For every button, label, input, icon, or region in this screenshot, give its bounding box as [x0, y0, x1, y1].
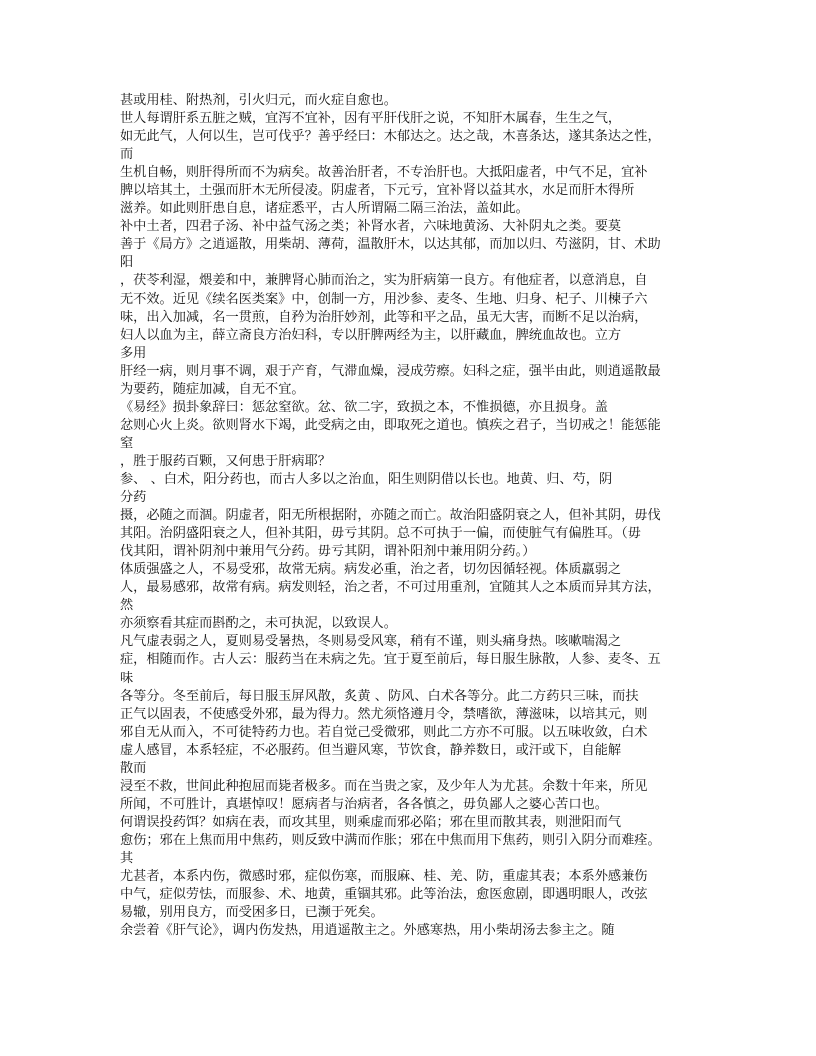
- text-line: 散而: [120, 760, 147, 776]
- text-line: 浸至不救，世间此种抱屈而毙者极多。而在当贵之家，及少年人为尤甚。余数十年来，所见: [120, 778, 648, 794]
- text-line: 味: [120, 670, 134, 686]
- text-line: 伐其阳，谓补阴剂中兼用气分药。毋亏其阴，谓补阳剂中兼用阴分药。）: [120, 544, 536, 560]
- text-line: 为要药，随症加减，自无不宜。: [120, 381, 305, 397]
- text-line: ，茯苓利湿，煨姜和中，兼脾肾心肺而治之，实为肝病第一良方。有他症者，以意消息，自: [120, 273, 648, 289]
- text-line: 人，最易感邪，故常有病。病发则轻，治之者，不可过用重剂，宜随其人之本质而异其方法，: [120, 580, 661, 596]
- text-line: 分药: [120, 490, 147, 506]
- text-line: 各等分。冬至前后，每日服玉屏风散，炙黄 、防风、白术各等分。此二方药只三味，而扶: [120, 688, 639, 704]
- text-line: 尤甚者，本系内伤，微感时邪，症似伤寒，而服麻、桂、羌、防，重虚其表；本系外感兼伤: [120, 869, 648, 885]
- document-page: [120, 92, 710, 940]
- text-line: 滋养。如此则肝患自息，诸症悉平，古人所谓隔二隔三治法，盖如此。: [120, 201, 529, 217]
- text-line: 肝经一病，则月事不调，艰于产育，气滞血燥，浸成劳瘵。妇科之症，强半由此，则逍遥散最: [120, 363, 661, 379]
- text-line: 邪自无从而入，不可徒特药力也。若自觉己受微邪，则此二方亦不可服。以五味收敛，白术: [120, 724, 648, 740]
- text-line: 妇人以血为主，薛立斋良方治妇科，专以肝脾两经为主，以肝藏血，脾统血故也。立方: [120, 327, 622, 343]
- text-line: 愈伤；邪在上焦而用中焦药，则反致中满而作胀；邪在中焦而用下焦药，则引入阴分而难痊。: [120, 832, 661, 848]
- text-line: 所闻，不可胜计，真堪悼叹！愿病者与治病者，各各慎之，毋负鄙人之婆心苦口也。: [120, 796, 608, 812]
- text-line: 《易经》损卦象辞曰：惩忿窒欲。忿、欲二字，致损之本，不惟损德，亦且损身。盖: [120, 399, 608, 415]
- text-line: 其: [120, 850, 134, 866]
- text-line: 甚或用桂、附热剂，引火归元，而火症自愈也。: [120, 93, 397, 108]
- text-line: 味，出入加减，名一贯煎，自矜为治肝妙剂，此等和平之品，虽无大害，而断不足以治病，: [120, 309, 648, 325]
- text-line: 其阳。治阴盛阳衰之人，但补其阳，毋亏其阴。总不可执于一偏，而使脏气有偏胜耳。（毋: [120, 526, 641, 542]
- text-line: 中气，症似劳怯，而服参、术、地黄，重锢其邪。此等治法，愈医愈剧，即遇明眼人，改弦: [120, 887, 648, 903]
- text-line: 脾以培其土，土强而肝木无所侵凌。阴虚者，下元亏，宜补肾以益其水，水足而肝木得所: [120, 183, 635, 199]
- text-line: 然: [120, 598, 134, 614]
- text-line: 世人每谓肝系五脏之贼，宜泻不宜补，因有平肝伐肝之说，不知肝木属春，生生之气，: [120, 111, 622, 127]
- text-line: 虚人感冒，本系轻症，不必服药。但当避风寒，节饮食，静养数日，或汗或下，自能解: [120, 742, 622, 758]
- text-line: 如无此气，人何以生，岂可伐乎？善乎经曰：木郁达之。达之哉，木喜条达，遂其条达之性，: [120, 129, 661, 145]
- text-line: 正气以固表，不使感受外邪，最为得力。然尤须恪遵月令，禁嗜欲，薄滋味，以培其元，则: [120, 706, 648, 722]
- text-line: ，胜于服药百颗，又何患于肝病耶？: [120, 453, 331, 469]
- text-line: 忿则心火上炎。欲则肾水下竭，此受病之由，即取死之道也。慎疾之君子，当切戒之！能惩能: [120, 417, 661, 433]
- text-line: 凡气虚表弱之人，夏则易受暑热，冬则易受风寒，稍有不谨，则头痛身热。咳嗽喘渴之: [120, 634, 622, 650]
- text-line: 多用: [120, 345, 147, 361]
- text-line: 何谓误投药饵？如病在表，而攻其里，则乘虚而邪必陷；邪在里而散其表，则泄阳而气: [120, 814, 622, 830]
- text-line: 而: [120, 147, 134, 163]
- text-line: 无不效。近见《续名医类案》中，创制一方，用沙参、麦冬、生地、归身、杞子、川楝子六: [120, 291, 648, 307]
- text-line: 窒: [120, 435, 134, 451]
- text-line: 亦须察看其症而斟酌之，未可执泥，以致误人。: [120, 616, 397, 632]
- text-line: 摄，必随之而涸。阴虚者，阳无所根据附，亦随之而亡。故治阳盛阴衰之人，但补其阴，毋伐: [120, 508, 661, 524]
- text-line: 善于《局方》之逍遥散，用柴胡、薄荷，温散肝木，以达其郁，而加以归、芍滋阴，甘、术助: [120, 237, 661, 253]
- text-line: 症，相随而作。古人云：服药当在未病之先。宜于夏至前后，每日服生脉散，人参、麦冬、五: [120, 652, 661, 668]
- text-line: 体质强盛之人，不易受邪，故常无病。病发必重，治之者，切勿因循轻视。体质羸弱之: [120, 562, 622, 578]
- text-line: 余尝着《肝气论》，调内伤发热，用逍遥散主之。外感寒热，用小柴胡汤去参主之。随: [120, 923, 615, 939]
- text-line: 补中土者，四君子汤、补中益气汤之类；补肾水者，六味地黄汤、大补阴丸之类。要莫: [120, 219, 622, 235]
- text-line: 阳: [120, 255, 134, 271]
- text-line: 生机自畅，则肝得所而不为病矣。故善治肝者，不专治肝也。大抵阳虚者，中气不足，宜补: [120, 165, 648, 181]
- text-line: 易辙，别用良方，而受困多日，已濒于死矣。: [120, 905, 384, 921]
- text-line: 参、 、白术，阳分药也，而古人多以之治血，阳生则阴借以长也。地黄、归、芍，阴: [120, 471, 613, 487]
